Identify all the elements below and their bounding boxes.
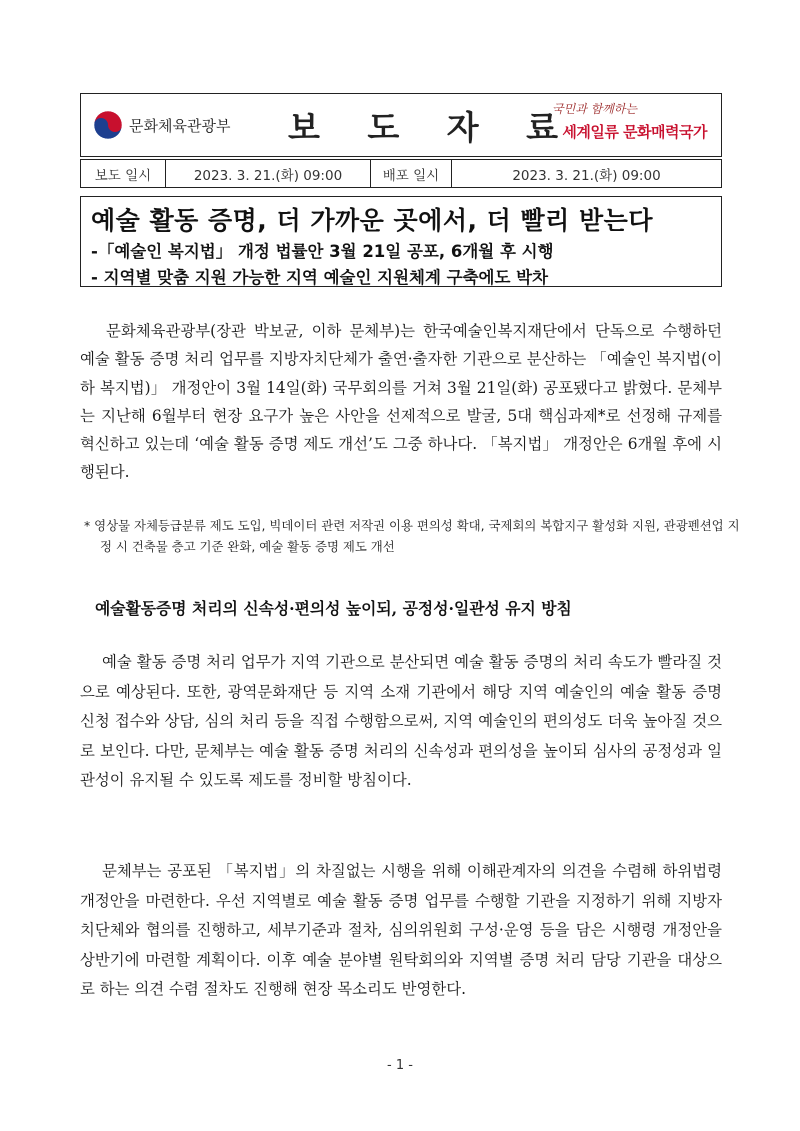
distribution-date-value: 2023. 3. 21.(화) 09:00 bbox=[512, 167, 661, 184]
footnote: * 영상물 자체등급분류 제도 도입, 빅데이터 관련 저작권 이용 편의성 확대, 국제회의 복합지구 활성화 지원, 관광펜션업 지정 시 건축물 층고 기준 완화, 예술 활동 증명 제도 개선 bbox=[84, 518, 740, 554]
headline: 예술 활동 증명, 더 가까운 곳에서, 더 빨리 받는다 bbox=[91, 206, 653, 235]
slogan bbox=[517, 100, 707, 142]
release-date-row bbox=[80, 159, 722, 188]
slogan-main: 세계일류 문화매력국가 bbox=[562, 123, 707, 141]
body-paragraph-1: 문화체육관광부(장관 박보균, 이하 문체부)는 한국예술인복지재단에서 단독으로 수행하던 예술 활동 증명 처리 업무를 지방자치단체가 출연·출자한 기관으로 분산하는 「예술인 복지법(이하 복지법)」 개정안이 3월 14일(화) 국무회의를 거쳐 3월 21일(화) 공포됐다고 밝혔다. 문체부는 지난해 6월부터 현장 요구가 높은 사안을 선제적으로 발굴, 5대 핵심과제*로 선정해 규제를 혁신하고 있는데 ‘예술 활동 증명 제도 개선’도 그중 하나다. 「복지법」 개정안은 6개월 후에 시행된다. bbox=[80, 322, 722, 482]
headline-box bbox=[80, 196, 722, 287]
report-date-label: 보도 일시 bbox=[81, 160, 166, 187]
report-date-value: 2023. 3. 21.(화) 09:00 bbox=[166, 160, 371, 187]
slogan-top: 국민과 함께하는 bbox=[552, 102, 637, 116]
subheadline-2: - 지역별 맞춤 지원 가능한 지역 예술인 지원체계 구축에도 박차 bbox=[91, 268, 549, 287]
press-release-title: 보 도 자 료 bbox=[288, 107, 576, 147]
section-heading: 예술활동증명 처리의 신속성·편의성 높이되, 공정성·일관성 유지 방침 bbox=[95, 599, 572, 618]
distribution-date-label: 배포 일시 bbox=[371, 160, 452, 187]
body-paragraph-2: 예술 활동 증명 처리 업무가 지역 기관으로 분산되면 예술 활동 증명의 처리 속도가 빨라질 것으로 예상된다. 또한, 광역문화재단 등 지역 소재 기관에서 해당 지역 예술인의 예술 활동 증명 신청 접수와 상담, 심의 처리 등을 직접 수행함으로써, 지역 예술인의 편의성도 더욱 높아질 것으로 보인다. 다만, 문체부는 예술 활동 증명 처리의 신속성과 편의성을 높이되 심사의 공정성과 일관성이 유지될 수 있도록 제도를 정비할 방침이다. bbox=[80, 653, 722, 789]
body-paragraph-3: 문체부는 공포된 「복지법」의 차질없는 시행을 위해 이해관계자의 의견을 수렴해 하위법령 개정안을 마련한다. 우선 지역별로 예술 활동 증명 업무를 수행할 기관을 지정하기 위해 지방자치단체와 협의를 진행하고, 세부기준과 절차, 심의위원회 구성·운영 등을 담은 시행령 개정안을 상반기에 마련할 계획이다. 이후 예술 분야별 원탁회의와 지역별 증명 처리 담당 기관을 대상으로 하는 의견 수렴 절차도 진행해 현장 목소리도 반영한다. bbox=[80, 862, 722, 999]
press-release-header bbox=[80, 93, 722, 157]
page-number: - 1 - bbox=[387, 1058, 413, 1073]
ministry-logo bbox=[93, 110, 283, 140]
ministry-name: 문화체육관광부 bbox=[129, 116, 231, 135]
subheadline-1: -「예술인 복지법」 개정 법률안 3월 21일 공포, 6개월 후 시행 bbox=[91, 242, 554, 261]
taegeuk-emblem-icon bbox=[93, 110, 123, 140]
